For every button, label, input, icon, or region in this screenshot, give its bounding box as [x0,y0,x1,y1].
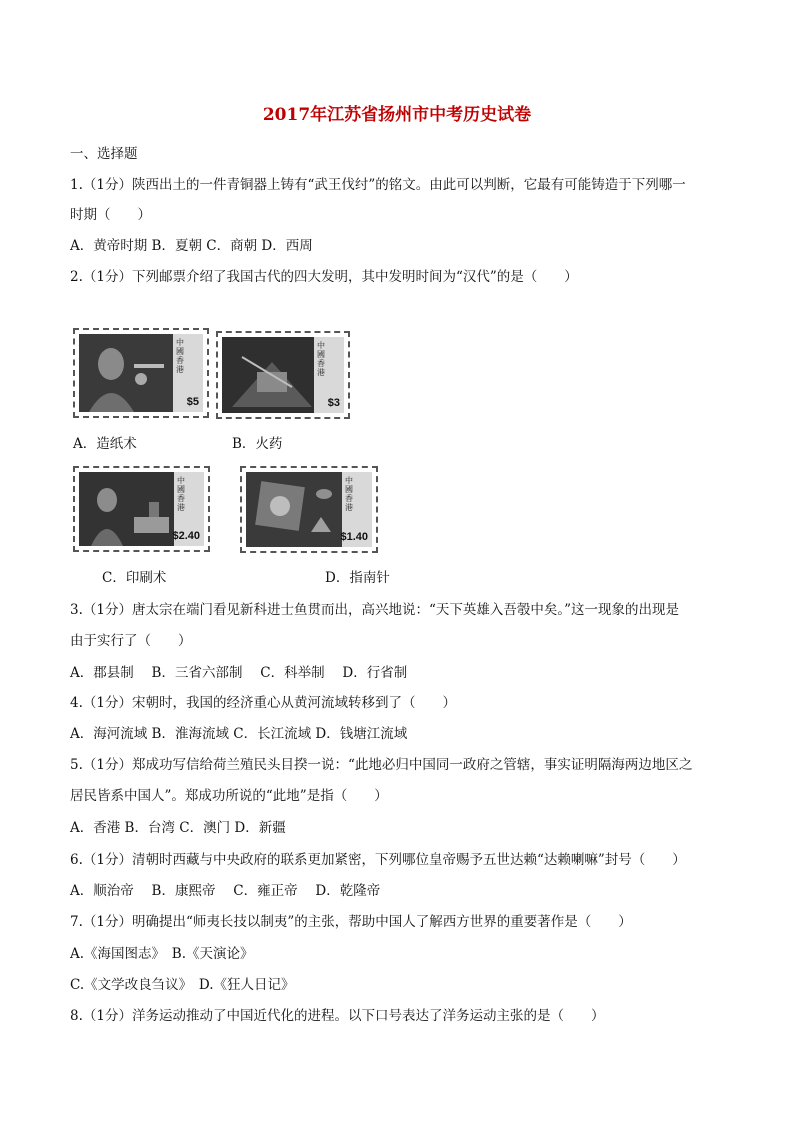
stamp-region-label: 中國香港 [317,341,325,377]
stamp-region-label: 中國香港 [177,476,185,512]
question-3-stem-cont: 由于实行了（ ） [70,633,192,649]
question-1-options: A．黄帝时期 B．夏朝 C．商朝 D．西周 [70,238,313,254]
question-6-options: A．顺治帝 B．康熙帝 C．雍正帝 D．乾隆帝 [70,883,381,899]
question-7-options-row1: A.《海国图志》 B.《天演论》 [70,946,254,962]
question-4-options: A．海河流域 B．淮海流域 C．长江流域 D．钱塘江流域 [70,726,408,742]
paper-maker-figure [79,334,177,412]
page-title: 2017年江苏省扬州市中考历史试卷 [262,105,532,125]
question-2-option-d: D．指南针 [325,570,390,586]
question-5-stem-cont: 居民皆系中国人”。郑成功所说的“此地”是指（ ） [70,788,388,804]
stamp-value: $2.40 [172,530,200,542]
gunpowder-scene [222,337,318,413]
question-7-stem: 7.（1分）明确提出“师夷长技以制夷”的主张，帮助中国人了解西方世界的重要著作是（ ） [70,914,632,930]
question-2-option-c: C．印刷术 [102,570,167,586]
question-2-stem: 2.（1分）下列邮票介绍了我国古代的四大发明，其中发明时间为“汉代”的是（ ） [70,269,578,285]
question-1-stem-cont: 时期（ ） [70,207,151,223]
question-5-options: A．香港 B．台湾 C．澳门 D．新疆 [70,820,286,836]
section-heading: 一、选择题 [70,146,138,162]
stamp-compass-image [240,466,378,553]
stamp-printing-image [73,466,210,552]
question-8-stem: 8.（1分）洋务运动推动了中国近代化的进程。以下口号表达了洋务运动主张的是（ ） [70,1008,605,1024]
question-1-stem: 1.（1分）陕西出土的一件青铜器上铸有“武王伐纣”的铭文。由此可以判断，它最有可能铸造于下列哪一 [70,177,686,193]
stamp-region-label: 中國香港 [345,476,353,512]
question-6-stem: 6.（1分）清朝时西藏与中央政府的联系更加紧密，下列哪位皇帝赐予五世达赖“达赖喇嘛”封号（ ） [70,852,686,868]
stamp-value: $5 [186,396,199,408]
stamp-value: $1.40 [340,531,368,543]
question-7-options-row2: C.《文学改良刍议》 D.《狂人日记》 [70,977,295,993]
stamp-paper-image [73,328,209,418]
question-2-option-b: B．火药 [232,436,283,452]
question-5-stem: 5.（1分）郑成功写信给荷兰殖民头目揆一说：“此地必归中国同一政府之管辖，事实证明隔海两边地区之 [70,757,693,773]
question-3-options: A．郡县制 B．三省六部制 C．科举制 D．行省制 [70,665,408,681]
stamp-gunpowder-image [216,331,350,419]
printing-scene [79,472,178,546]
question-4-stem: 4.（1分）宋朝时，我国的经济重心从黄河流域转移到了（ ） [70,695,456,711]
question-2-option-a: A．造纸术 [73,436,137,452]
compass-scene [246,472,346,547]
question-3-stem: 3.（1分）唐太宗在端门看见新科进士鱼贯而出，高兴地说：“天下英雄入吾彀中矣。”这一现象的出现是 [70,602,680,618]
stamp-value: $3 [327,397,340,409]
stamp-region-label: 中國香港 [176,338,184,374]
